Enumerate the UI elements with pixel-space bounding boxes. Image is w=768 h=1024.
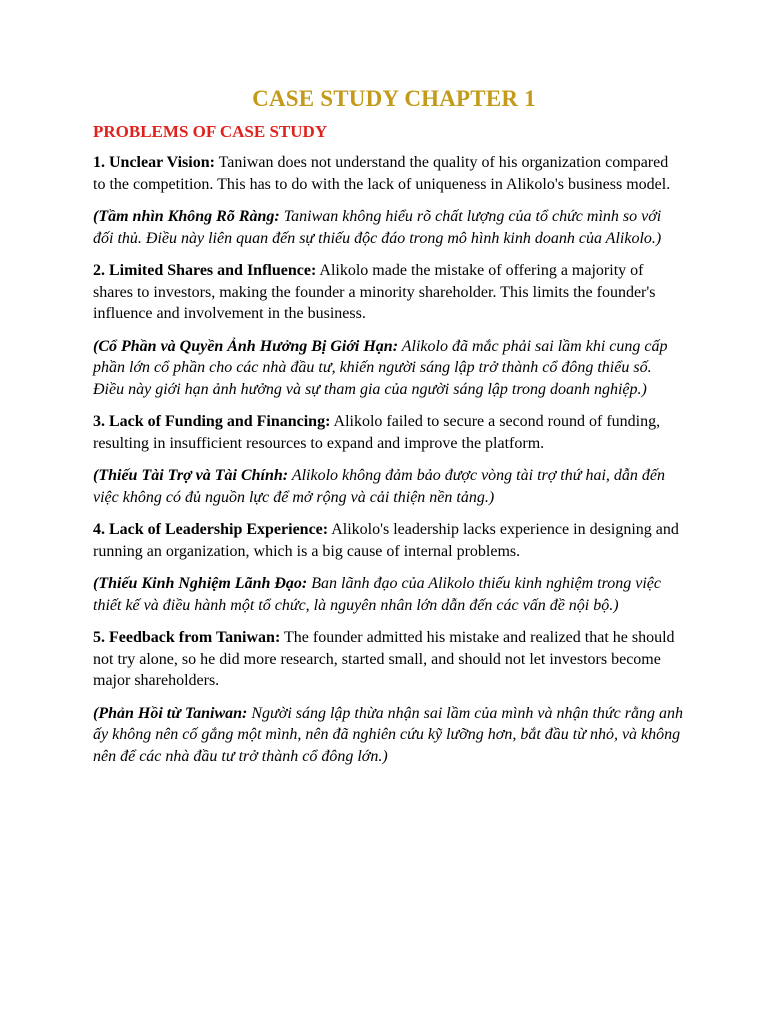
problem-text-vi: Alikolo đã mắc phải sai lầm khi cung cấp phần lớn cổ phần cho các nhà đầu tư, khiến người sáng lập trở thành cổ đông thiểu số. Điều này giới hạn ảnh hưởng và sự tham gia của người sáng lập trong doanh nghiệp.) xyxy=(93,337,668,398)
document-page xyxy=(93,86,683,778)
problem-text-en: The founder admitted his mistake and realized that he should not try alone, so he did more research, started small, and should not let investors become major shareholders. xyxy=(93,629,675,689)
problem-list xyxy=(93,152,683,767)
problem-label-vi: (Thiếu Tài Trợ và Tài Chính: xyxy=(93,467,289,484)
problem-paragraph-vi xyxy=(93,573,683,616)
problem-text-vi: Taniwan không hiểu rõ chất lượng của tổ chức mình so với đối thủ. Điều này liên quan đến sự thiếu độc đáo trong mô hình kinh doanh của Alikolo.) xyxy=(93,208,662,247)
page-title: CASE STUDY CHAPTER 1 xyxy=(252,86,536,111)
problem-paragraph-en xyxy=(93,411,683,454)
problem-paragraph-vi xyxy=(93,336,683,401)
problem-text-vi: Ban lãnh đạo của Alikolo thiếu kinh nghiệm trong việc thiết kế và điều hành một tổ chức, là nguyên nhân lớn dẫn đến các vấn đề nội bộ.) xyxy=(93,575,661,614)
problem-paragraph-en xyxy=(93,519,683,562)
problem-label-vi: (Tầm nhìn Không Rõ Ràng: xyxy=(93,208,280,225)
problem-text-en: Taniwan does not understand the quality of his organization compared to the competition. This has to do with the lack of uniqueness in Alikolo's business model. xyxy=(93,154,671,193)
problem-label-en: 1. Unclear Vision: xyxy=(93,154,215,171)
problem-paragraph-en xyxy=(93,260,683,325)
problem-text-en: Alikolo failed to secure a second round of funding, resulting in insufficient resources to expand and improve the platform. xyxy=(93,413,661,452)
problem-paragraph-en xyxy=(93,152,683,195)
section-heading: PROBLEMS OF CASE STUDY xyxy=(93,122,328,141)
problem-text-en: Alikolo's leadership lacks experience in designing and running an organization, which is a big cause of internal problems. xyxy=(93,521,679,560)
problem-paragraph-vi xyxy=(93,206,683,249)
problem-label-vi: (Cổ Phần và Quyền Ảnh Hưởng Bị Giới Hạn: xyxy=(93,337,399,355)
problem-label-en: 5. Feedback from Taniwan: xyxy=(93,629,281,646)
problem-label-en: 2. Limited Shares and Influence: xyxy=(93,262,317,279)
problem-text-vi: Người sáng lập thừa nhận sai lầm của mình và nhận thức rằng anh ấy không nên cố gắng một mình, nên đã nghiên cứu kỹ lưỡng hơn, bắt đầu từ nhỏ, và không nên để các nhà đầu tư trở thành cổ đông lớn.) xyxy=(93,704,683,765)
problem-paragraph-en xyxy=(93,627,683,692)
problem-paragraph-vi xyxy=(93,703,683,768)
problem-label-vi: (Phản Hồi từ Taniwan: xyxy=(93,704,248,722)
problem-text-en: Alikolo made the mistake of offering a majority of shares to investors, making the founder a minority shareholder. This limits the founder's influence and involvement in the business. xyxy=(93,262,656,322)
problem-label-vi: (Thiếu Kinh Nghiệm Lãnh Đạo: xyxy=(93,575,308,592)
problem-text-vi: Alikolo không đảm bảo được vòng tài trợ thứ hai, dẫn đến việc không có đủ nguồn lực để mở rộng và cải thiện nền tảng.) xyxy=(93,467,665,506)
problem-label-en: 4. Lack of Leadership Experience: xyxy=(93,521,329,538)
problem-paragraph-vi xyxy=(93,465,683,508)
problem-label-en: 3. Lack of Funding and Financing: xyxy=(93,413,331,430)
